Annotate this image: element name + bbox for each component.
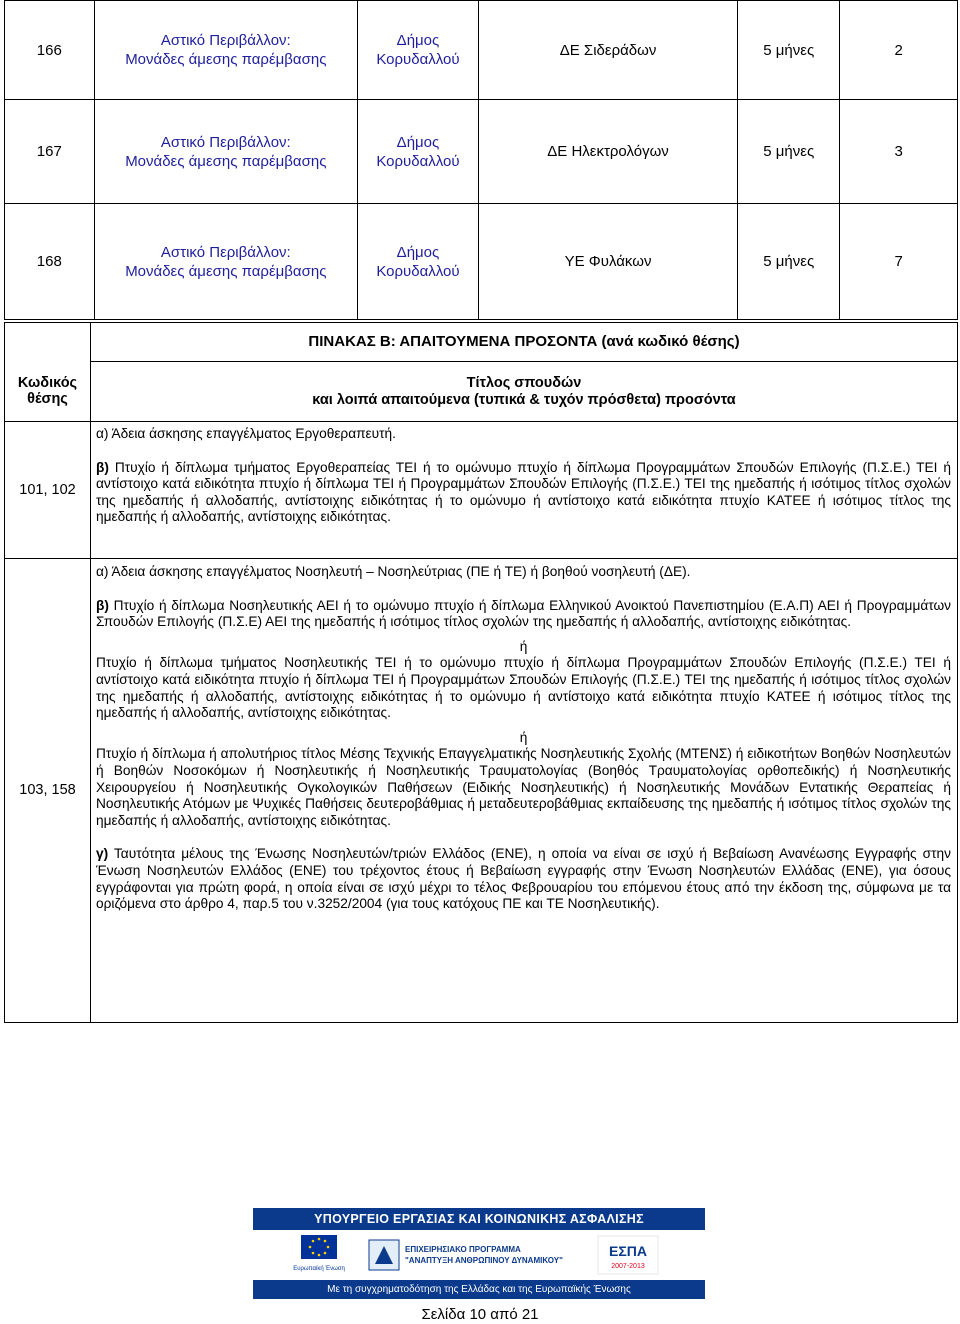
specialty-cell: ΥΕ Φυλάκων [478, 204, 737, 320]
municipality-cell [358, 100, 479, 204]
page-number: Σελίδα 10 από 21 [421, 1306, 539, 1323]
field-line: Αστικό Περιβάλλον: [160, 243, 291, 261]
table-title: ΠΙΝΑΚΑΣ Β: ΑΠΑΙΤΟΥΜΕΝΑ ΠΡΟΣΟΝΤΑ (ανά κωδικό θέσης) [91, 323, 958, 362]
duration-cell: 5 μήνες [738, 100, 840, 204]
field-line: Αστικό Περιβάλλον: [160, 133, 291, 151]
requirement-label: β) [96, 597, 109, 613]
cofunding-slogan: Με τη συγχρηματοδότηση της Ελλάδας και της Ευρωπαϊκής Ένωσης [253, 1280, 705, 1299]
requirement-text: Πτυχίο ή δίπλωμα Νοσηλευτικής ΑΕΙ ή το ομώνυμο πτυχίο ή δίπλωμα Ελληνικού Ανοικτού Πανεπιστημίου (Ε.Α.Π) ΑΕΙ ή Προγραμμάτων Σπουδών Επιλογής (Π.Σ.Ε) ΑΕΙ της ημεδαπής ή ισότιμος τίτλος σχολών της ημεδαπής ή αλλοδαπής, αντίστοιχης ειδικότητας. [96, 597, 951, 630]
specialty-cell: ΔΕ Ηλεκτρολόγων [478, 100, 737, 204]
espa-logo-text: ΕΣΠΑ [609, 1243, 647, 1259]
positions-table [4, 0, 958, 320]
duration-cell: 5 μήνες [738, 1, 840, 100]
municipality-line: Δήμος [396, 133, 440, 151]
requirements-cell [91, 559, 958, 1023]
position-code: 101, 102 [5, 422, 91, 559]
requirements-table [4, 322, 958, 1023]
logo-strip [253, 1230, 705, 1280]
requirement-label: γ) [96, 846, 109, 862]
program-title: ΕΠΙΧΕΙΡΗΣΙΑΚΟ ΠΡΟΓΡΑΜΜΑ [405, 1245, 521, 1254]
field-cell [94, 204, 358, 320]
or-separator: ή [519, 729, 528, 745]
position-code: 168 [5, 204, 95, 320]
requirement-b-alt: Πτυχίο ή δίπλωμα τμήματος Νοσηλευτικής ΤΕΙ ή το ομώνυμο πτυχίο ή δίπλωμα Προγραμμάτων Σπουδών Επιλογής (Π.Σ.Ε.) ΤΕΙ ή αντίστοιχο κατά ειδικότητα πτυχίο ή δίπλωμα ΤΕΙ ή Προγραμμάτων Σπουδών Επιλογής (Π.Σ.Ε.) ΤΕΙ της ημεδαπής ή ισότιμος τίτλος σχολών της ημεδαπής ή αλλοδαπής, αντίστοιχης ειδικότητας ή το ομώνυμο ή αντίστοιχο κατά ειδικότητα πτυχίο ΚΑΤΕΕ ή ισότιμος τίτλος της ημεδαπής ή αλλοδαπής, αντίστοιχης ειδικότητας. [96, 655, 951, 721]
requirement-a: α) Άδεια άσκησης επαγγέλματος Νοσηλευτή – Νοσηλεύτριας (ΠΕ ή ΤΕ) ή βοηθού νοσηλευτή (ΔΕ). [96, 564, 691, 579]
ministry-name: ΥΠΟΥΡΓΕΙΟ ΕΡΓΑΣΙΑΣ ΚΑΙ ΚΟΙΝΩΝΙΚΗΣ ΑΣΦΑΛΙΣΗΣ [253, 1208, 705, 1230]
empty-cell [5, 323, 91, 362]
header-line: θέσης [27, 391, 68, 408]
field-cell [94, 1, 358, 100]
requirement-a: α) Άδεια άσκησης επαγγέλματος Εργοθεραπευτή. [96, 426, 396, 441]
requirement-b [96, 598, 951, 631]
or-separator: ή [519, 638, 528, 654]
requirement-b [96, 460, 951, 526]
header-line: Κωδικός [17, 374, 78, 391]
requirement-b-alt: Πτυχίο ή δίπλωμα ή απολυτήριος τίτλος Μέσης Τεχνικής Επαγγελματικής Νοσηλευτικής Σχολής (ΜΤΕΝΣ) ή ειδικοτήτων Βοηθών Νοσηλευτών ή Βοηθών Νοσοκόμων ή Νοσηλευτικής ή Νοσηλευτικής Τραυματολογίας (Βοηθός Τραυματολογίας ορθοπεδικής) ή Νοσηλευτικής Χειρουργείου ή Νοσηλευτικής Ογκολογικών Παθήσεων (Ειδικής Νοσηλευτικής) ή Νοσηλευτικής Μονάδων Εντατικής Θεραπείας ή Νοσηλευτικής Ατόμων με Ψυχικές Παθήσεις δευτεροβάθμιας ή μεταδευτεροβάθμιας εκπαίδευσης της ημεδαπής ή ισότιμος τίτλος σχολών της ημεδαπής ή αλλοδαπής, αντίστοιχης ειδικότητας. [96, 746, 951, 828]
count-cell: 2 [840, 1, 958, 100]
requirements-cell [91, 422, 958, 559]
position-code: 167 [5, 100, 95, 204]
field-line: Μονάδες άμεσης παρέμβασης [125, 51, 327, 68]
municipality-line: Κορυδαλλού [376, 152, 460, 170]
espa-years: 2007-2013 [611, 1263, 645, 1270]
table-row [5, 204, 958, 320]
table-row [5, 1, 958, 100]
specialty-cell: ΔΕ Σιδεράδων [478, 1, 737, 100]
requirement-text: Πτυχίο ή δίπλωμα τμήματος Εργοθεραπείας ΤΕΙ ή το ομώνυμο πτυχίο ή δίπλωμα Προγραμμάτων Σπουδών Επιλογής (Π.Σ.Ε.) ΤΕΙ ή αντίστοιχο κατά ειδικότητα πτυχίο ή δίπλωμα ΤΕΙ ή Προγραμμάτων Σπουδών Επιλογής (Π.Σ.Ε.) ΤΕΙ της ημεδαπής ή ισότιμος τίτλος σχολών της ημεδαπής ή αλλοδαπής, αντίστοιχης ειδικότητας ή το ομώνυμο ή αντίστοιχο κατά ειδικότητα πτυχίο ΚΑΤΕΕ ή ισότιμος τίτλος της ημεδαπής ή αλλοδαπής, αντίστοιχης ειδικότητας. [96, 459, 951, 525]
field-cell [94, 100, 358, 204]
header-line: Τίτλος σπουδών [466, 374, 582, 391]
field-line: Μονάδες άμεσης παρέμβασης [125, 262, 327, 280]
table-row [5, 422, 958, 559]
eu-caption: Ευρωπαϊκή Ένωση [293, 1266, 345, 1272]
table-row [5, 100, 958, 204]
municipality-line: Δήμος [396, 243, 440, 261]
municipality-cell [358, 1, 479, 100]
field-line: Μονάδες άμεσης παρέμβασης [125, 152, 327, 170]
table-row [5, 559, 958, 1023]
requirement-label: β) [96, 459, 109, 475]
espa-banner [253, 1208, 705, 1299]
column-header-title [91, 362, 958, 422]
header-line: και λοιπά απαιτούμενα (τυπικά & τυχόν πρόσθετα) προσόντα [312, 391, 736, 408]
field-line: Αστικό Περιβάλλον: [160, 32, 291, 49]
municipality-line: Κορυδαλλού [376, 262, 460, 280]
position-code: 103, 158 [5, 559, 91, 1023]
municipality-cell [358, 204, 479, 320]
count-cell: 3 [840, 100, 958, 204]
duration-cell: 5 μήνες [738, 204, 840, 320]
table-title-row [5, 323, 958, 362]
position-code: 166 [5, 1, 95, 100]
logos-graphic [253, 1230, 705, 1280]
municipality-line: Κορυδαλλού [376, 51, 460, 68]
program-name: "ΑΝΑΠΤΥΞΗ ΑΝΘΡΩΠΙΝΟΥ ΔΥΝΑΜΙΚΟΥ" [405, 1256, 563, 1265]
table-header-row [5, 362, 958, 422]
requirement-text: Ταυτότητα μέλους της Ένωσης Νοσηλευτών/τριών Ελλάδος (ΕΝΕ), η οποία να είναι σε ισχύ ή Βεβαίωση Ανανέωσης Εγγραφής στην Ένωση Νοσηλευτών Ελλάδος (ΕΝΕ) του τρέχοντος έτους ή Βεβαίωση εγγραφής στην Ένωση Νοσηλευτών Ελλάδας (ΕΝΕ), για όσους εγγράφονται για πρώτη φορά, η οποία είναι σε ισχύ μέχρι το τέλος Φεβρουαρίου του επόμενου έτους από την έκδοση της, σύμφωνα με τα οριζόμενα στο άρθρο 4, παρ.5 του ν.3252/2004 (για τους κατόχους ΠΕ και ΤΕ Νοσηλευτικής). [96, 846, 951, 912]
requirement-c [96, 846, 951, 912]
municipality-line: Δήμος [396, 32, 440, 49]
count-cell: 7 [840, 204, 958, 320]
column-header-code [5, 362, 91, 422]
